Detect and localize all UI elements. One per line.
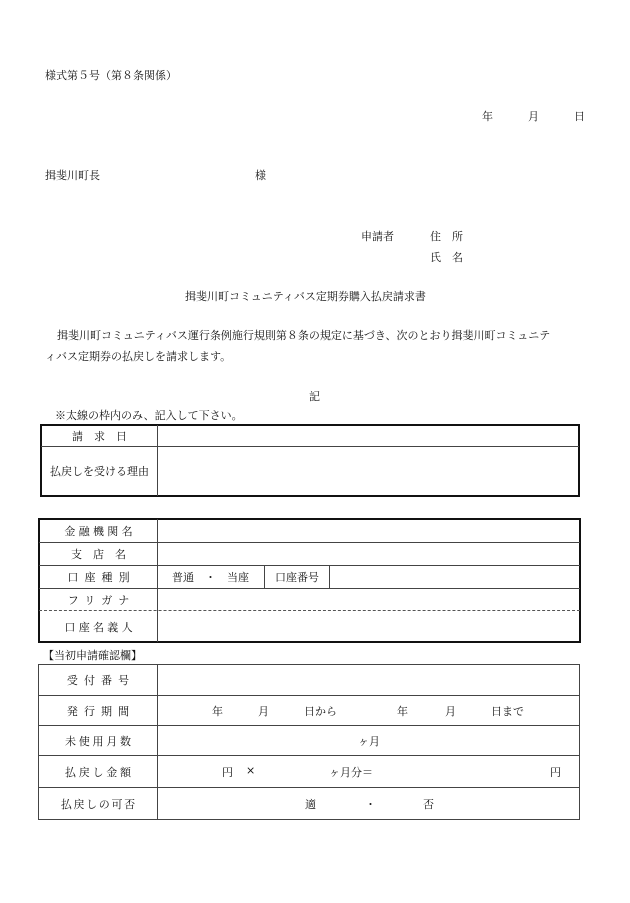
furigana-label — [40, 589, 157, 610]
form-number: 様式第５号（第８条関係） — [45, 69, 177, 82]
applicant-label: 申請者 — [361, 230, 394, 243]
refund-reason-field[interactable] — [159, 448, 577, 494]
approve-option[interactable]: 適 — [305, 798, 316, 811]
date-year-label: 年 — [482, 110, 493, 123]
account-number-field[interactable] — [331, 567, 578, 587]
institution-label — [40, 520, 157, 542]
option-separator: ・ — [365, 798, 376, 811]
account-type-label — [40, 566, 157, 588]
account-type-selector[interactable] — [172, 566, 262, 588]
unused-months-text: 未使用月数 — [65, 734, 134, 748]
divider — [329, 566, 330, 588]
body-line-2: ィバス定期券の払戻しを請求します。 — [45, 350, 232, 363]
account-number-label — [265, 566, 329, 588]
institution-text: 金融機関名 — [64, 525, 136, 538]
holder-label — [40, 611, 157, 642]
confirm-heading: 【当初申請確認欄】 — [43, 649, 142, 662]
date-day-label: 日 — [574, 110, 585, 123]
period-month-2: 月 — [445, 705, 456, 718]
account-number-text: 口座番号 — [275, 571, 319, 584]
period-year-2: 年 — [397, 705, 408, 718]
address-label: 住 所 — [430, 230, 463, 243]
holder-text: 口座名義人 — [64, 620, 136, 634]
yen-label-2: 円 — [550, 766, 561, 779]
approval-text: 払戻しの可否 — [60, 797, 137, 811]
refund-amount-label — [39, 756, 157, 787]
request-date-label — [42, 426, 157, 446]
yen-label-1: 円 — [222, 766, 233, 779]
refund-amount-text: 払戻し金額 — [65, 765, 134, 779]
branch-label — [40, 543, 157, 565]
unused-months-label — [39, 726, 157, 755]
institution-field[interactable] — [159, 521, 578, 541]
period-month-1: 月 — [258, 705, 269, 718]
account-type-options: 普通 ・ 当座 — [172, 571, 249, 584]
furigana-text: フリガナ — [67, 593, 136, 607]
approval-label — [39, 788, 157, 819]
months-equals: ヶ月分＝ — [329, 766, 373, 779]
period-year-1: 年 — [212, 705, 223, 718]
divider — [157, 665, 158, 819]
account-type-text: 口座種別 — [67, 571, 136, 584]
ki-label: 記 — [309, 390, 320, 403]
instruction-note: ※太線の枠内のみ、記入して下さい。 — [55, 409, 243, 422]
period-from: 日から — [304, 705, 337, 718]
deny-option[interactable]: 否 — [423, 798, 434, 811]
request-date-field[interactable] — [159, 427, 577, 445]
body-line-1: 揖斐川町コミュニティバス運行条例施行規則第８条の規定に基づき、次のとおり揖斐川町コミュニテ — [57, 329, 551, 342]
date-month-label: 月 — [528, 110, 539, 123]
refund-reason-label — [42, 447, 157, 495]
receipt-no-text: 受付番号 — [66, 674, 136, 687]
times-sign: × — [246, 764, 256, 777]
branch-field[interactable] — [159, 544, 578, 564]
divider — [157, 519, 158, 642]
divider — [157, 425, 158, 496]
receipt-no-field[interactable] — [159, 666, 578, 694]
honorific: 様 — [255, 169, 266, 182]
name-label: 氏 名 — [430, 251, 463, 264]
furigana-field[interactable] — [159, 590, 578, 609]
request-date-text: 請 求 日 — [72, 430, 127, 443]
period-to: 日まで — [491, 705, 524, 718]
issue-period-text: 発行期間 — [66, 704, 136, 718]
addressee: 揖斐川町長 — [45, 169, 100, 182]
receipt-no-label — [39, 665, 157, 695]
refund-reason-text: 払戻しを受ける理由 — [50, 465, 149, 478]
holder-field[interactable] — [159, 612, 578, 641]
months-unit: ヶ月 — [358, 735, 380, 748]
issue-period-label — [39, 696, 157, 725]
branch-text: 支 店 名 — [71, 548, 126, 561]
document-title: 揖斐川町コミュニティバス定期券購入払戻請求書 — [185, 290, 426, 303]
